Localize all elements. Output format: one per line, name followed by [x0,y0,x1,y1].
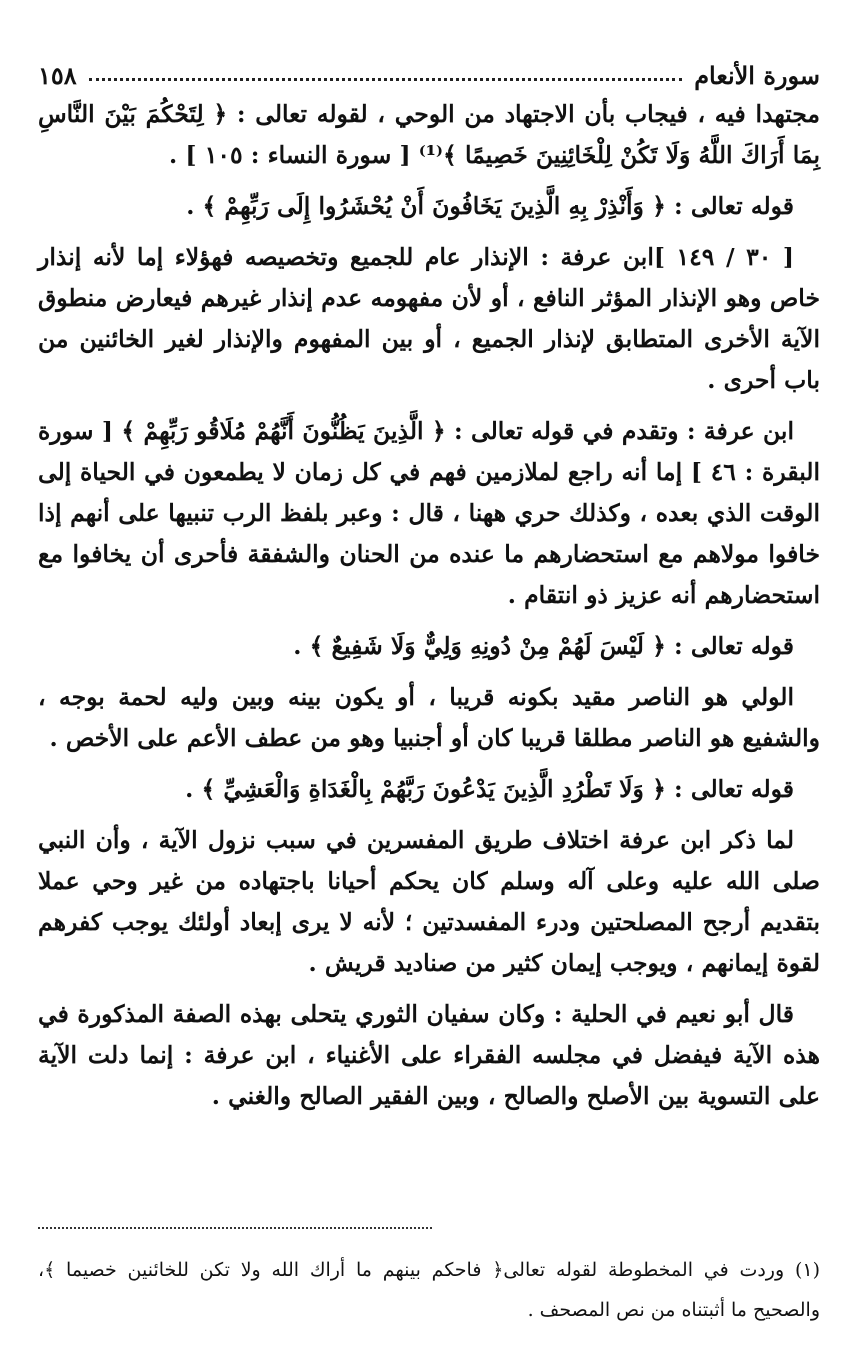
paragraph-commentary: لما ذكر ابن عرفة اختلاف طريق المفسرين في سبب نزول الآية ، وأن النبي صلى الله عليه وعلى آله وسلم كان يحكم أحيانا باجتهاده من غير وحي عملا بتقديم أرجح المصلحتين ودرء المفسدتين ؛ لأنه لا يرى إبعاد أولئك يوجب كفرهم لقوة إيمانهم ، ويوجب إيمان كثير من صناديد قريش . [38,826,820,977]
paragraph-commentary: ابن عرفة : وتقدم في قوله تعالى : ﴿ الَّذِينَ يَظُنُّونَ أَنَّهُمْ مُلَاقُو رَبِّهِمْ ﴾ [ سورة البقرة : ٤٦ ] إما أنه راجع لملازمين فهم في كل زمان لا يطمعون في الحياة إلى الوقت الذي بعده ، وكذلك حري ههنا ، قال : وعبر بلفظ الرب تنبيها على أنهم إذا خافوا مولاهم مع استحضارهم ما عنده من الحنان والشفقة فأحرى أن يخافوا مع استحضارهم أنه عزيز ذو انتقام . [38,417,820,609]
paragraph-continuation: مجتهدا فيه ، فيجاب بأن الاجتهاد من الوحي ، لقوله تعالى : ﴿ لِتَحْكُمَ بَيْنَ النَّاسِ بِمَا أَرَاكَ اللَّهُ وَلَا تَكُنْ لِلْخَائِنِينَ خَصِيمًا ﴾⁽¹⁾ [ سورة النساء : ١٠٥ ] . [38,100,820,169]
page-body [38,94,820,1117]
paragraph-commentary: قال أبو نعيم في الحلية : وكان سفيان الثوري يتحلى بهذه الصفة المذكورة في هذه الآية فيفضل في مجلسه الفقراء على الأغنياء ، ابن عرفة : إنما دلت الآية على التسوية بين الأصلح والصالح ، وبين الفقير الصالح والغني . [38,1000,820,1110]
paragraph-verse-heading: قوله تعالى : ﴿ وَلَا تَطْرُدِ الَّذِينَ يَدْعُونَ رَبَّهُمْ بِالْغَدَاةِ وَالْعَشِيِّ ﴾ . [185,775,794,803]
paragraph-verse-heading: قوله تعالى : ﴿ لَيْسَ لَهُمْ مِنْ دُونِهِ وَلِيٌّ وَلَا شَفِيعٌ ﴾ . [293,632,794,660]
surah-title: سورة الأنعام [694,60,820,90]
page-number: ١٥٨ [38,60,77,90]
page [38,58,820,1127]
paragraph-verse-heading: قوله تعالى : ﴿ وَأَنْذِرْ بِهِ الَّذِينَ يَخَافُونَ أَنْ يُحْشَرُوا إِلَى رَبِّهِمْ ﴾ . [186,192,794,220]
page-header [38,58,820,92]
footnote-separator [38,1227,432,1229]
footnotes [38,1250,820,1330]
paragraph-commentary: الولي هو الناصر مقيد بكونه قريبا ، أو يكون بينه وبين وليه لحمة بوجه ، والشفيع هو الناصر مطلقا قريبا كان أو أجنبيا وهو من عطف الأعم على الأخص . [38,683,820,752]
footnote: (١) وردت في المخطوطة لقوله تعالى﴿ فاحكم بينهم ما أراك الله ولا تكن للخائنين خصيما ﴾، والصحيح ما أثبتناه من نص المصحف . [38,1259,820,1321]
header-dotted-rule [89,78,683,81]
paragraph-commentary: [ ٣٠ / ١٤٩ ]ابن عرفة : الإنذار عام للجميع وتخصيصه فهؤلاء إما لأنه إنذار خاص وهو الإنذار المؤثر النافع ، أو لأن مفهومه عدم إنذار غيرهم فيعارض منطوق الآية الأخرى المتطابق لإنذار الجميع ، أو بين المفهوم والإنذار لغير الخائنين من باب أحرى . [38,243,820,394]
